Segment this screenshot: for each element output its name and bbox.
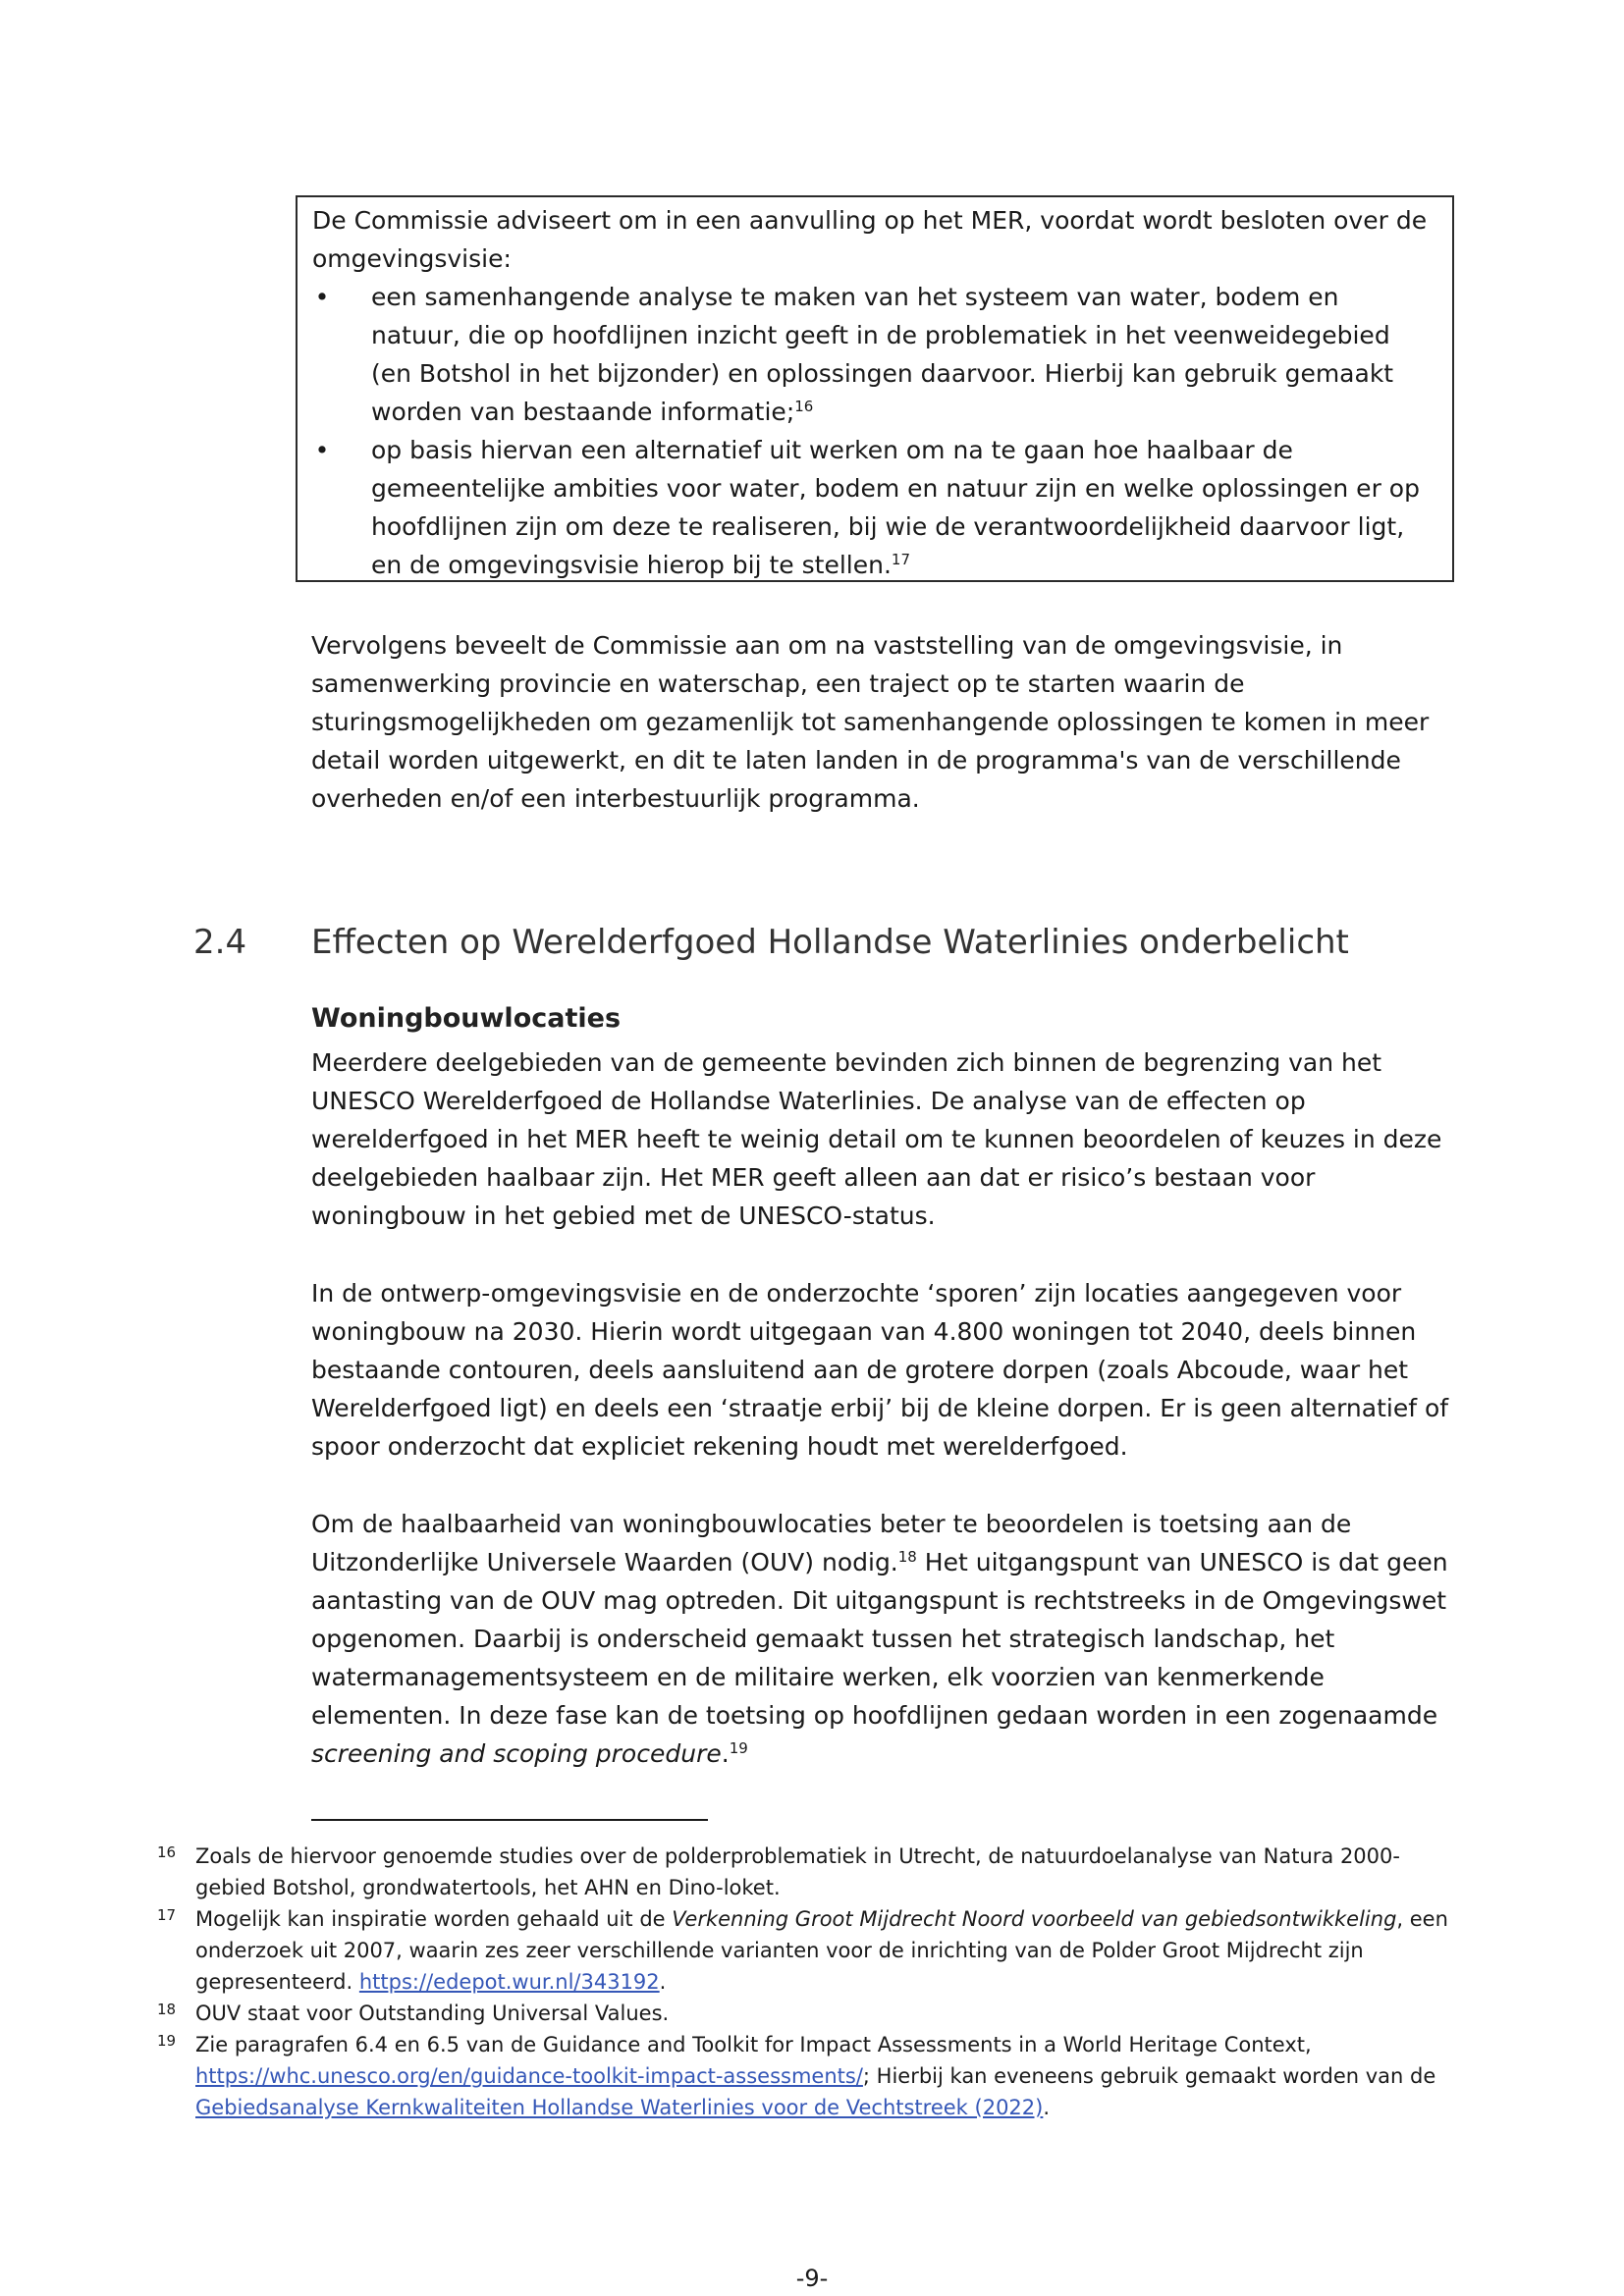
footnote-text-part: Zie paragrafen 6.4 en 6.5 van de Guidance and Toolkit for Impact Assessments in a World Heritage Context, bbox=[195, 2033, 1312, 2056]
emphasis-text: screening and scoping procedure bbox=[311, 1739, 722, 1768]
footnote-number: 19 bbox=[157, 2032, 177, 2050]
advice-item-text: op basis hiervan een alternatief uit werken om na te gaan hoe haalbaar de gemeentelijke ambities voor water, bodem en natuur zijn en welke oplossingen er op hoofdlijnen zijn om deze te realiseren, bij wie de verantwoordelijkheid daarvoor ligt, en de omgevingsvisie hierop bij te stellen. bbox=[371, 436, 1420, 579]
footnote-text-part: , een onderzoek uit 2007, waarin zes zeer verschillende varianten voor de inrichting van de Polder Groot Mijdrecht zijn gepresenteerd. bbox=[195, 1907, 1448, 1994]
advice-item-text: een samenhangende analyse te maken van het systeem van water, bodem en natuur, die op hoofdlijnen inzicht geeft in de problematiek in het veenweidegebied (en Botshol in het bijzonder) en oplossingen daarvoor. Hierbij kan gebruik gemaakt worden van bestaande informatie; bbox=[371, 283, 1394, 426]
body-paragraph bbox=[311, 1505, 1450, 1773]
footnote-ref[interactable]: 18 bbox=[897, 1548, 917, 1566]
advice-list bbox=[312, 278, 1433, 584]
section-title: Effecten op Werelderfgoed Hollandse Waterlinies onderbelicht bbox=[311, 923, 1349, 962]
footnote-divider bbox=[311, 1819, 708, 1821]
footnote-ref[interactable]: 17 bbox=[891, 551, 911, 568]
advice-item bbox=[312, 278, 1433, 431]
body-text: . bbox=[721, 1739, 730, 1768]
followup-paragraph: Vervolgens beveelt de Commissie aan om na vaststelling van de omgevingsvisie, in samenwerking provincie en waterschap, een traject op te starten waarin de sturingsmogelijkheden om gezamenlijk tot samenhangende oplossingen te komen in meer detail worden uitgewerkt, en dit te laten landen in de programma's van de verschillende overheden en/of een interbestuurlijk programma. bbox=[311, 631, 1430, 813]
footnote-number: 18 bbox=[157, 2001, 177, 2018]
page-number: -9- bbox=[795, 2265, 829, 2292]
footnote-text-part: . bbox=[1043, 2096, 1051, 2119]
body-paragraph: Meerdere deelgebieden van de gemeente bevinden zich binnen de begrenzing van het UNESCO Werelderfgoed de Hollandse Waterlinies. De analyse van de effecten op werelderfgoed in het MER heeft te weinig detail om te kunnen beoordelen of keuzes in deze deelgebieden haalbaar zijn. Het MER geeft alleen aan dat er risico’s bestaan voor woningbouw in het gebied met de UNESCO-status. bbox=[311, 1048, 1442, 1230]
footnote-text bbox=[195, 2029, 1462, 2123]
section-number: 2.4 bbox=[193, 923, 247, 962]
footnote-link[interactable]: Gebiedsanalyse Kernkwaliteiten Hollandse Waterlinies voor de Vechtstreek (2022) bbox=[195, 2096, 1044, 2119]
advice-intro: De Commissie adviseert om in een aanvulling op het MER, voordat wordt besloten over de omgevingsvisie: bbox=[312, 206, 1428, 273]
body-text: Het uitgangspunt van UNESCO is dat geen aantasting van de OUV mag optreden. Dit uitgangspunt is rechtstreeks in de Omgevingswet opgenomen. Daarbij is onderscheid gemaakt tussen het strategisch landschap, het watermanagementsysteem en de militaire werken, elk voorzien van kenmerkende elementen. In deze fase kan de toetsing op hoofdlijnen gedaan worden in een zogenaamde bbox=[311, 1548, 1448, 1730]
footnote-text-part: . bbox=[659, 1970, 667, 1994]
footnote-number: 17 bbox=[157, 1906, 177, 1924]
body-text: Om de haalbaarheid van woningbouwlocaties beter te beoordelen is toetsing aan de Uitzonderlijke Universele Waarden (OUV) nodig. bbox=[311, 1510, 1352, 1576]
footnote-number: 16 bbox=[157, 1843, 177, 1861]
footnote-text bbox=[195, 1903, 1462, 1998]
footnote-ref[interactable]: 19 bbox=[729, 1739, 748, 1757]
footnote-text: Zoals de hiervoor genoemde studies over de polderproblematiek in Utrecht, de natuurdoelanalyse van Natura 2000-gebied Botshol, grondwatertools, het AHN en Dino-loket. bbox=[195, 1844, 1400, 1899]
footnote-italic: Verkenning Groot Mijdrecht Noord voorbeeld van gebiedsontwikkeling bbox=[672, 1907, 1397, 1931]
advice-item bbox=[312, 431, 1433, 584]
subheading: Woningbouwlocaties bbox=[311, 1003, 622, 1034]
bullet-icon: • bbox=[314, 283, 330, 311]
footnote-text-part: ; Hierbij kan eveneens gebruik gemaakt worden van de bbox=[862, 2064, 1436, 2088]
body-paragraph: In de ontwerp-omgevingsvisie en de onderzochte ‘sporen’ zijn locaties aangegeven voor woningbouw na 2030. Hierin wordt uitgegaan van 4.800 woningen tot 2040, deels binnen bestaande contouren, deels aansluitend aan de grotere dorpen (zoals Abcoude, waar het Werelderfgoed ligt) en deels een ‘straatje erbij’ bij de kleine dorpen. Er is geen alternatief of spoor onderzocht dat expliciet rekening houdt met werelderfgoed. bbox=[311, 1279, 1449, 1461]
advice-box bbox=[296, 195, 1454, 582]
footnote-ref[interactable]: 16 bbox=[794, 398, 814, 415]
footnote-link[interactable]: https://edepot.wur.nl/343192 bbox=[358, 1970, 660, 1994]
bullet-icon: • bbox=[314, 436, 330, 464]
footnote-link[interactable]: https://whc.unesco.org/en/guidance-toolkit-impact-assessments/ bbox=[195, 2064, 863, 2088]
footnote-text: OUV staat voor Outstanding Universal Values. bbox=[195, 2002, 670, 2025]
footnote-text-part: Mogelijk kan inspiratie worden gehaald uit de bbox=[195, 1907, 673, 1931]
